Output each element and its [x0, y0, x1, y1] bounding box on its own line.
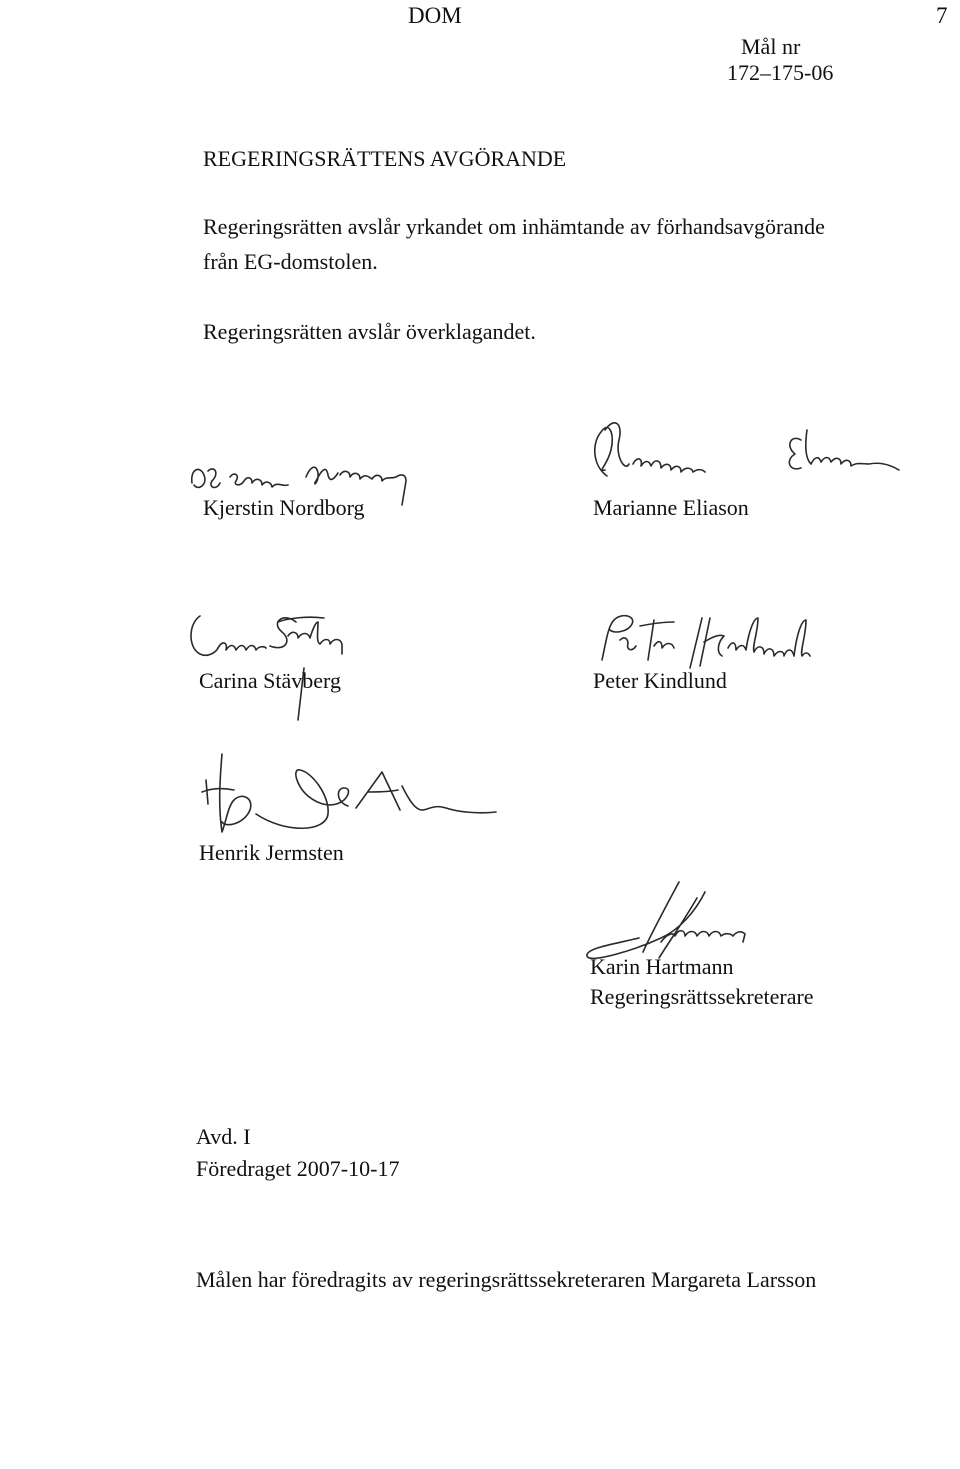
signatory-name-2: Marianne Eliason [593, 495, 749, 520]
presented-date: Föredraget 2007-10-17 [196, 1156, 400, 1181]
signature-marianne-eliason [585, 410, 955, 490]
decision-paragraph-2: Regeringsrätten avslår överklagandet. [203, 319, 536, 344]
signature-henrik-jermsten [196, 752, 516, 852]
document-type: DOM [408, 3, 462, 28]
signatory-name-5: Henrik Jermsten [199, 840, 344, 865]
signature-peter-kindlund [592, 612, 882, 672]
decision-paragraph-1-line-1: Regeringsrätten avslår yrkandet om inhämtande av förhandsavgörande [203, 214, 825, 239]
decision-paragraph-1-line-2: från EG-domstolen. [203, 249, 378, 274]
case-number: 172–175-06 [727, 60, 834, 85]
signatory-name-3: Carina Stävberg [199, 668, 341, 693]
secretary-name: Karin Hartmann [590, 954, 734, 979]
page-number: 7 [936, 3, 948, 28]
secretary-title: Regeringsrättssekreterare [590, 984, 814, 1009]
division-label: Avd. I [196, 1124, 251, 1149]
case-label: Mål nr [741, 34, 801, 59]
signatory-name-4: Peter Kindlund [593, 668, 727, 693]
signatory-name-1: Kjerstin Nordborg [203, 495, 365, 520]
decision-heading: REGERINGSRÄTTENS AVGÖRANDE [203, 146, 567, 171]
presented-note: Målen har föredragits av regeringsrättssekreteraren Margareta Larsson [196, 1267, 817, 1292]
